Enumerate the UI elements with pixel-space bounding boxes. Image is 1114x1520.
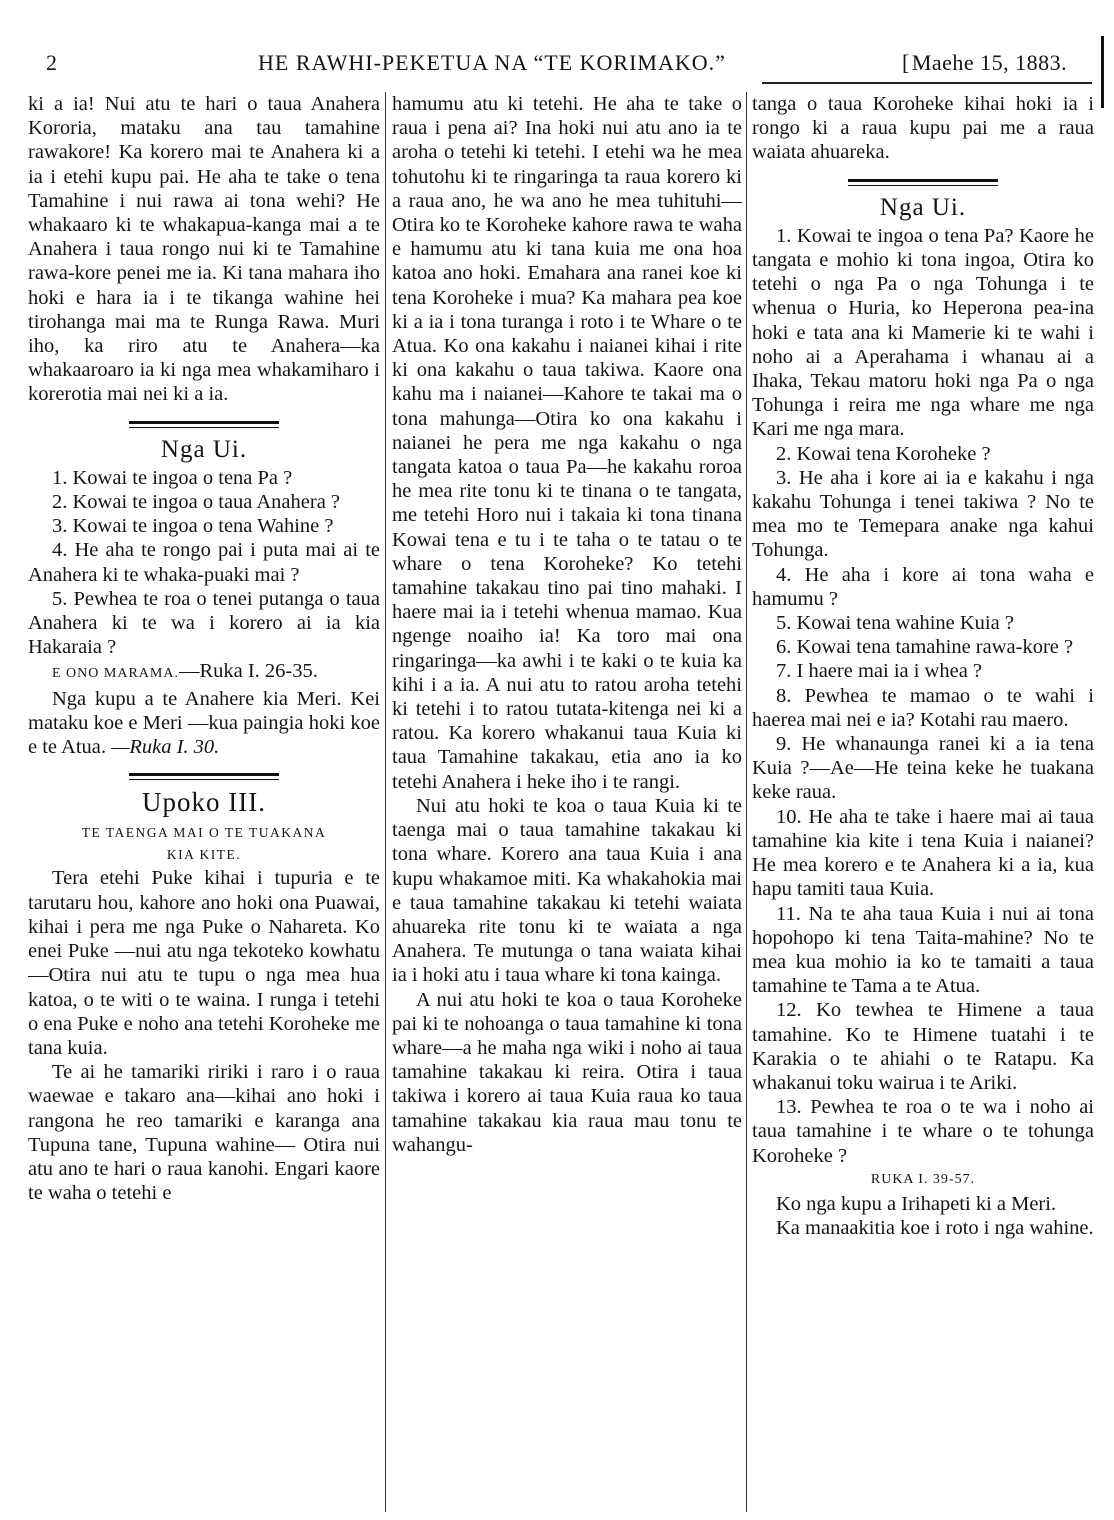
publication-title: HE RAWHI-PEKETUA NA “TE KORIMAKO.” <box>258 50 726 75</box>
column-divider-1 <box>385 92 386 1512</box>
scripture-reference <box>28 659 380 686</box>
page-number: 2 <box>46 50 58 75</box>
column-1 <box>28 92 380 1512</box>
issue-date <box>902 50 1067 76</box>
story-paragraph: Tera etehi Puke kihai i tupuria e te tarutaru hou, kahore ano hoki ona Puawai, kihai i pera me nga Puke o Nahareta. Ko enei Puke —nui atu nga tekoteko kowhatu —Otira nui atu te tupu o nga mea hua katoa, o te witi o te waina. I runga i tetehi o ena Puke e noho ana tetehi Koroheke me tana kuia. <box>28 867 380 1059</box>
reference-text: —Ruka I. 26-35. <box>178 660 318 683</box>
column-divider-2 <box>746 92 747 1512</box>
story-paragraph: A nui atu hoki te koa o taua Koroheke pai ki te nohoanga o taua tamahine ki tona whare—a he maha nga wiki i noho ai taua tamahine takakau ki reira. Otira i taua takiwa i korero ai taua Kuia raua ko taua tamahine takakau kia raua mau tonu te wahangu- <box>392 988 742 1156</box>
memory-verse <box>28 687 380 760</box>
section-rule <box>129 773 279 780</box>
question-9: 9. He whanaunga ranei ki a ia tena Kuia ?—Ae—He teina keke he tuakana keke raua. <box>752 733 1094 804</box>
scripture-reference: RUKA I. 39-57. <box>870 1171 976 1187</box>
column-2 <box>392 92 742 1512</box>
story-paragraph: ki a ia! Nui atu te hari o taua Anahera Kororia, mataku ana tau tamahine rawakore! Ka korero mai te Anahera ki a ia i etehi kupu pai. He aha te take o tena Tamahine i nui rawa ai tona wehi? He whakaaro ki te whakapua-kanga mai a te Anahera i taua rongo nui ki te Tamahine rawa-kore penei me ia. Ki tana mahara iho hoki e hara ia i te tikanga wahine hei tirohanga mai ma te Runga Rawa. Muri iho, ka riro atu te Anahera—ka whakaaroaro ia ki nga mea whakamiharo i korerotia mai nei ki a ia. <box>28 93 380 406</box>
verse-line-1: Ko nga kupu a Irihapeti ki a Meri. <box>776 1192 1057 1215</box>
question-12: 12. Ko tewhea te Himene a taua tamahine. Ko te Himene tuatahi i te Karakia o te ahiahi o te Ratapu. Ka whakanui toku wairua i te Ariki. <box>752 999 1094 1094</box>
section-rule <box>129 421 279 428</box>
reference-label: E ONO MARAMA. <box>52 666 179 682</box>
question-10: 10. He aha te take i haere mai ai taua tamahine kia kite i tena Kuia i naianei? He mea korero e te Anahera ki a ia, kua hapu tamiti taua Kuia. <box>752 805 1094 901</box>
question-1: 1. Kowai te ingoa o tena Pa ? <box>52 466 293 489</box>
question-11: 11. Na te aha taua Kuia i nui ai tona hopohopo ki tena Taita-mahine? No te mea kua mohio ia ko te tamaiti a taua tamahine te Tama a te Atua. <box>752 902 1094 998</box>
question-5: 5. Kowai tena wahine Kuia ? <box>776 612 1014 635</box>
section-rule <box>848 179 998 186</box>
question-7: 7. I haere mai ia i whea ? <box>776 660 983 683</box>
question-3: 3. Kowai te ingoa o tena Wahine ? <box>52 515 334 538</box>
story-paragraph: Te ai he tamariki ririki i raro i o raua waewae e takaro ana—kihai ano hoki i rangona he reo tamariki e karanga ana Tupuna tane, Tupuna wahine— Otira nui atu ano te hari o raua kanohi. Engari kaore te waha o tetehi e <box>28 1061 380 1205</box>
page-header <box>30 50 1090 84</box>
story-paragraph: tanga o taua Koroheke kihai hoki ia i rongo ki a raua kupu pai me a raua waiata ahuareka. <box>752 93 1094 164</box>
verse-text: Nga kupu a te Anahere kia Meri. Kei mataku koe e Meri —kua paingia hoki koe e te Atua. <box>28 687 380 759</box>
verse-line-2: Ka manaakitia koe i roto i nga wahine. <box>776 1217 1094 1240</box>
question-2: 2. Kowai te ingoa o taua Anahera ? <box>52 491 341 514</box>
question-1: 1. Kowai te ingoa o tena Pa? Kaore he tangata e mohio ki tona ingoa, Otira ko tetehi o nga Pa o nga Tohunga i te whenua o Huria, ko Heperona pea-ina hoki e tata ana ki Mamerie ki te wahi i noho ai a Aperahama i whanau ai a Ihaka, Tekau matoru hoki nga Pa o nga Tohunga i reira me nga whare me nga Kari me nga mara. <box>752 224 1094 441</box>
question-5: 5. Pewhea te roa o tenei putanga o taua Anahera ki te wa i korero ai ia kia Hakaraia ? <box>28 587 380 659</box>
page-edge-rule <box>1101 36 1104 108</box>
chapter-subtitle-line-2: KIA KITE. <box>166 847 242 863</box>
question-8: 8. Pewhea te mamao o te wahi i haerea mai nei e ia? Kotahi rau maero. <box>752 684 1094 731</box>
question-2: 2. Kowai tena Koroheke ? <box>776 442 991 465</box>
issue-date-text: Maehe 15, 1883. <box>911 50 1068 75</box>
question-13: 13. Pewhea te roa o te wa i noho ai taua tamahine i te whare o te tohunga Koroheke ? <box>752 1096 1094 1167</box>
header-rule <box>762 82 1092 84</box>
story-paragraph: Nui atu hoki te koa o taua Kuia ki te taenga mai o taua tamahine takakau ki tona whare. Korero ana taua Kuia i ana kupu whakamoe miti. Ka whakahokia mai e taua tamahine takakau ki tetehi waiata ahuareka rite tonu ki te waiata a nga Anahera. Te mutunga o tana waiata kihai ia i hoki atu i taua whare ki tona kainga. <box>392 794 742 987</box>
chapter-subtitle-line-1: TE TAENGA MAI O TE TUAKANA <box>81 825 327 841</box>
bracket-mark: [ <box>902 50 910 75</box>
question-4: 4. He aha i kore ai tona waha e hamumu ? <box>752 563 1094 610</box>
column-3 <box>752 92 1094 1512</box>
story-paragraph: hamumu atu ki tetehi. He aha te take o raua i pena ai? Ina hoki nui atu ano ia te aroha o tetehi ki tetehi. I etehi wa he mea tohutohu ki te ringaringa ta raua korero ki a raua ano, he wa ano he mea tuhituhi—Otira ko te Koroheke kahore rawa te waha e hamumu atu ki tana kuia me ona hoa katoa ano hoki. Emahara ana ranei koe ki tena Koroheke i mua? Ka mahara pea koe ki a ia i tona turanga i roto i te Whare o te Atua. Ko ona kakahu i naianei kihai i rite ki ona kakahu o taua takiwa. Kaore ona kahu ma i naianei—Kahore te takai ma o tona mahunga—Otira ko ona kakahu i naianei he pera me nga kakahu o nga tangata katoa o taua Pa—he kakahu roroa he mea rite tonu ki te tinana o te tangata, me tetehi Horo nui i takaia ki tona tinana Kowai tena e tu i te taha o te tatau o te whare o tena Koroheke? Ko tetehi tamahine takakau tino pai tino mahaki. I haere mai ia i tetehi whenua mamao. Kua ngenge noaiho ia! Ka toro mai ona ringaringa—ka awhi i te kaki o te kuia ka kihi i a ia. A nui atu to ratou aroha tetehi ki tetehi i to ratou tutata-kitenga nei ki a ratou. Ka korero whakanui taua Kuia ki taua Tamahine takakau, etia ano ia ko tetehi Anahera i heke iho i te rangi. <box>392 93 742 793</box>
verse-reference: —Ruka I. 30. <box>111 736 220 759</box>
question-4: 4. He aha te rongo pai i puta mai ai te Anahera ki te whaka-puaki mai ? <box>28 539 380 586</box>
chapter-heading: Upoko III. <box>142 787 266 818</box>
question-6: 6. Kowai tena tamahine rawa-kore ? <box>776 636 1074 659</box>
questions-heading: Nga Ui. <box>879 193 967 221</box>
question-3: 3. He aha i kore ai ia e kakahu i nga kakahu Tohunga i tenei takiwa ? No te mea mo te Temepara anake nga kahui Tohunga. <box>752 466 1094 562</box>
questions-heading: Nga Ui. <box>160 435 248 463</box>
